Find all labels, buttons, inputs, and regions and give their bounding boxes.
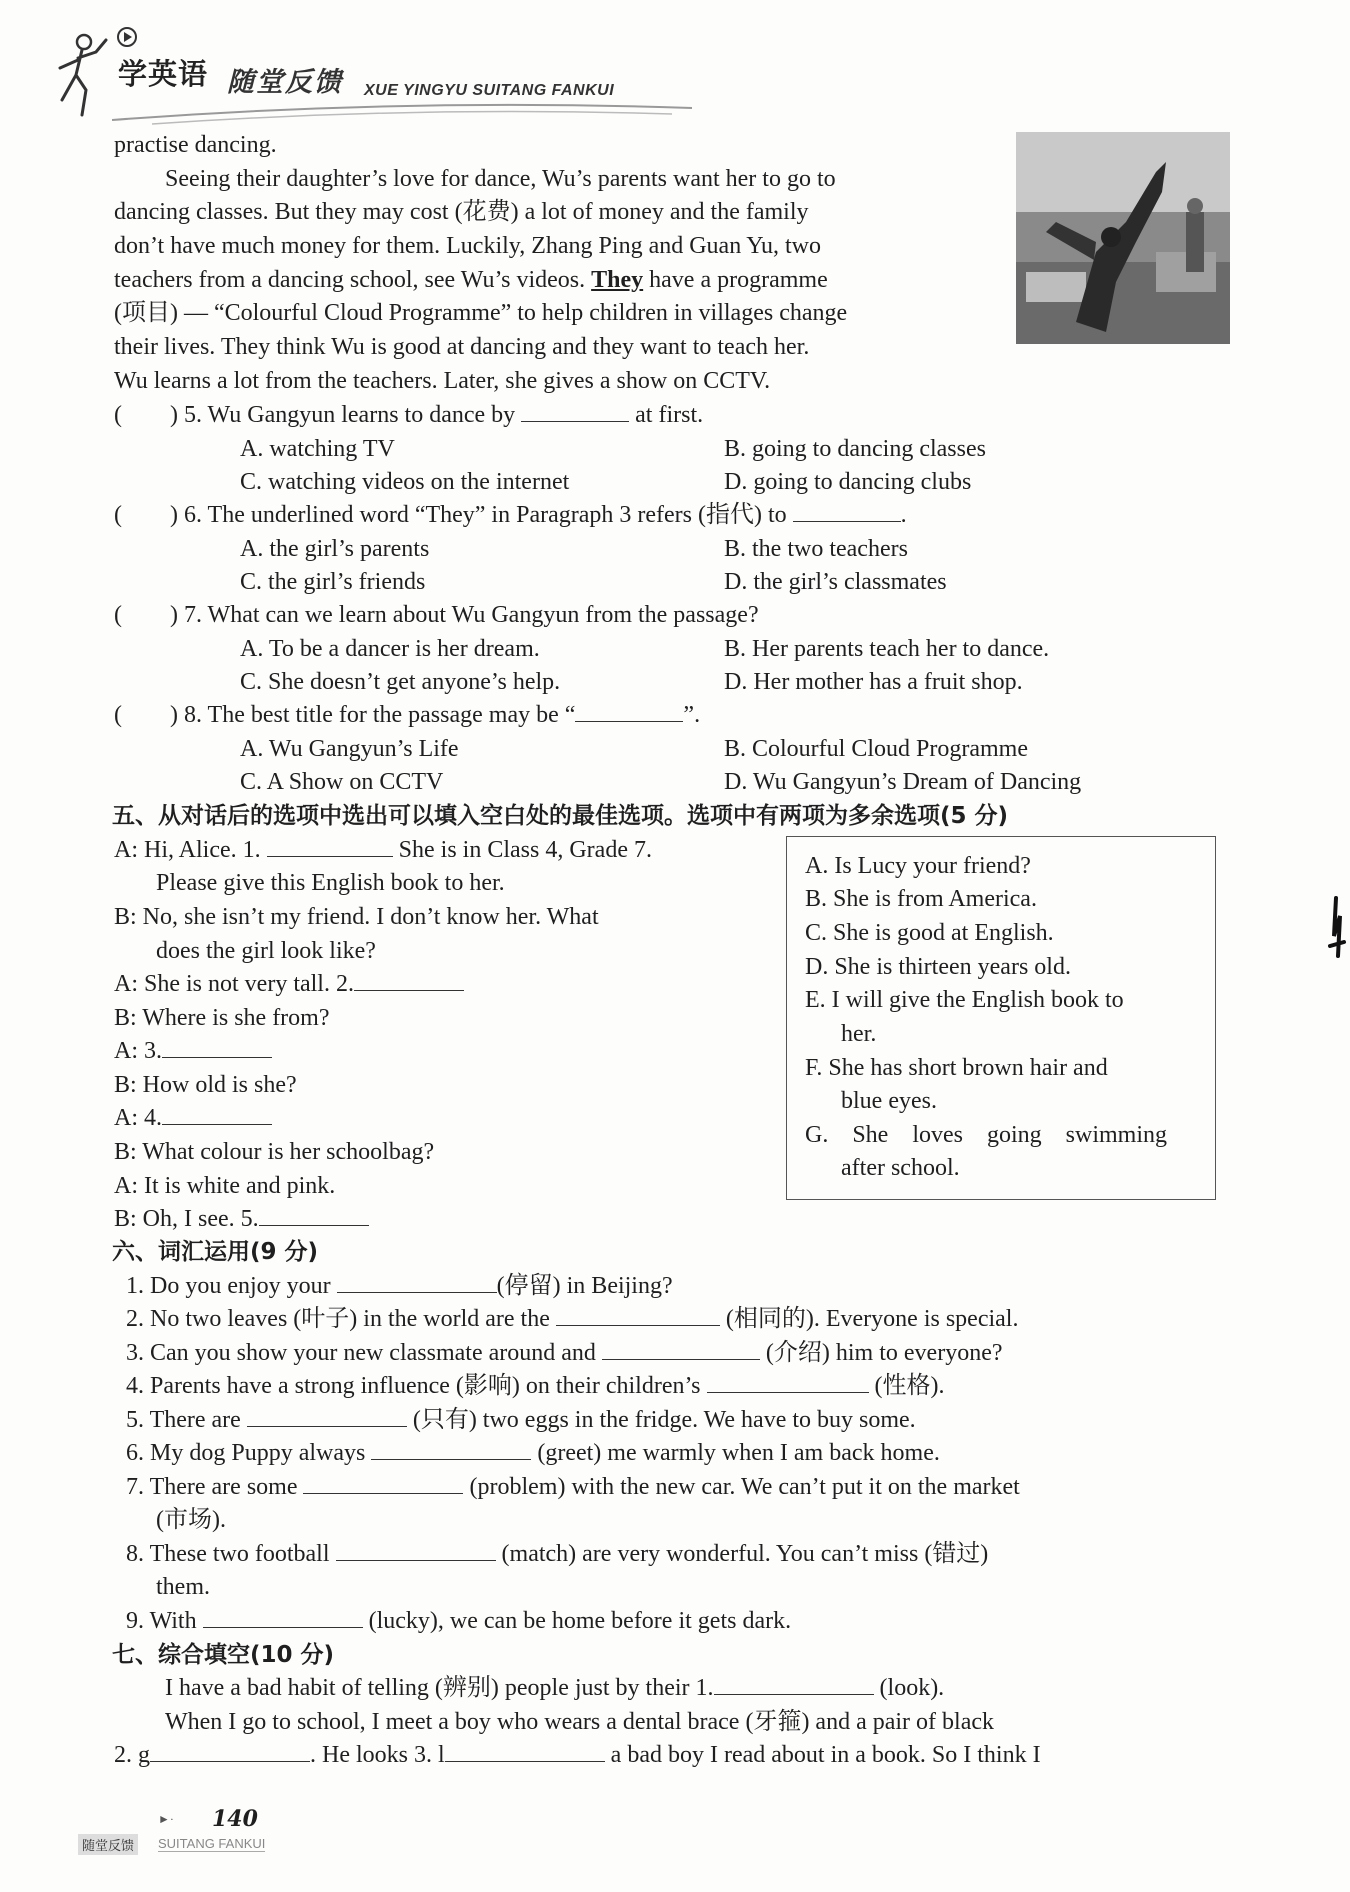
cloze-text: . He looks 3. l xyxy=(310,1742,445,1768)
dialogue-line: A: It is white and pink. xyxy=(114,1173,336,1199)
vocab-item xyxy=(126,1604,791,1638)
stem-text: ( ) 6. The underlined word “They” in Paragraph 3 refers (指代) to xyxy=(114,502,787,528)
option-d: D. going to dancing clubs xyxy=(724,469,972,495)
box-option: B. She is from America. xyxy=(805,886,1037,912)
option-b: B. Her parents teach her to dance. xyxy=(724,636,1050,662)
box-option: D. She is thirteen years old. xyxy=(805,954,1071,980)
option-c: C. She doesn’t get anyone’s help. xyxy=(240,669,561,695)
box-option: blue eyes. xyxy=(841,1088,937,1114)
option-b: B. Colourful Cloud Programme xyxy=(724,736,1028,762)
vocab-item: them. xyxy=(156,1574,210,1600)
answer-blank[interactable] xyxy=(337,1270,497,1293)
cloze-text: a bad boy I read about in a book. So I think I xyxy=(610,1742,1041,1768)
vocab-text: (lucky), we can be home before it gets dark. xyxy=(368,1608,792,1634)
passage-line: Wu learns a lot from the teachers. Later, she gives a show on CCTV. xyxy=(114,368,771,394)
answer-blank[interactable] xyxy=(371,1437,531,1460)
answer-blank[interactable] xyxy=(303,1471,463,1494)
question-stem: ( ) 7. What can we learn about Wu Gangyun from the passage? xyxy=(114,602,759,628)
option-d: D. Wu Gangyun’s Dream of Dancing xyxy=(724,769,1082,795)
dialogue-line xyxy=(114,1101,272,1135)
vocab-text: (相同的). Everyone is special. xyxy=(725,1306,1019,1332)
box-option: G. She loves going swimming xyxy=(805,1122,1168,1148)
vocab-item xyxy=(126,1403,916,1437)
cloze-text: (look). xyxy=(879,1675,945,1701)
answer-blank[interactable] xyxy=(556,1303,720,1326)
passage-text: have a programme xyxy=(649,267,828,293)
box-option: A. Is Lucy your friend? xyxy=(805,853,1031,879)
options-box xyxy=(786,836,1216,1200)
passage-line: Seeing their daughter’s love for dance, Wu’s parents want her to go to xyxy=(165,166,836,192)
answer-blank[interactable] xyxy=(602,1337,760,1360)
vocab-text: 4. Parents have a strong influence (影响) on their children’s xyxy=(126,1373,701,1399)
answer-blank[interactable] xyxy=(259,1203,369,1226)
vocab-text: 8. These two football xyxy=(126,1541,330,1567)
cloze-line xyxy=(114,1738,1041,1772)
dialogue-text: A: 4. xyxy=(114,1105,162,1131)
vocab-text: 3. Can you show your new classmate around and xyxy=(126,1340,596,1366)
stem-text: at first. xyxy=(635,402,704,428)
passage-line: don’t have much money for them. Luckily, Zhang Ping and Guan Yu, two xyxy=(114,233,821,259)
cloze-line xyxy=(165,1671,944,1705)
underlined-word: They xyxy=(591,267,644,293)
dialogue-line: does the girl look like? xyxy=(156,938,376,964)
answer-blank[interactable] xyxy=(162,1102,272,1125)
page-number: 140 xyxy=(212,1806,258,1832)
answer-blank[interactable] xyxy=(445,1739,605,1762)
vocab-item xyxy=(126,1436,940,1470)
stem-text: ”. xyxy=(683,702,701,728)
dancer-photo xyxy=(1016,132,1230,344)
passage-text: teachers from a dancing school, see Wu’s videos. xyxy=(114,267,586,293)
vocab-text: (match) are very wonderful. You can’t miss (错过) xyxy=(501,1541,989,1567)
answer-blank[interactable] xyxy=(247,1404,407,1427)
question-stem xyxy=(114,698,700,732)
margin-scribble xyxy=(1326,896,1348,986)
answer-blank[interactable] xyxy=(336,1538,496,1561)
passage-line: dancing classes. But they may cost (花费) a lot of money and the family xyxy=(114,199,809,225)
box-option: after school. xyxy=(841,1155,960,1181)
dialogue-line: B: What colour is her schoolbag? xyxy=(114,1139,435,1165)
stem-text: . xyxy=(900,502,907,528)
vocab-text: (greet) me warmly when I am back home. xyxy=(537,1440,940,1466)
passage-line: practise dancing. xyxy=(114,132,277,158)
cloze-text: 2. g xyxy=(114,1742,150,1768)
vocab-text: 7. There are some xyxy=(126,1474,298,1500)
option-b: B. the two teachers xyxy=(724,536,908,562)
passage-line xyxy=(114,263,828,297)
answer-blank[interactable] xyxy=(162,1035,272,1058)
answer-blank[interactable] xyxy=(714,1672,874,1695)
vocab-text: (性格). xyxy=(874,1373,945,1399)
footer-tag: 随堂反馈 xyxy=(78,1834,138,1855)
section-title: 六、词汇运用(9 分) xyxy=(112,1239,319,1265)
vocab-item xyxy=(126,1369,944,1403)
box-option: C. She is good at English. xyxy=(805,920,1054,946)
page-header xyxy=(52,22,692,122)
vocab-text: 9. With xyxy=(126,1608,197,1634)
dialogue-text: She is in Class 4, Grade 7. xyxy=(398,837,652,863)
brand-subtitle: 随堂反馈 xyxy=(227,67,343,98)
option-d: D. Her mother has a fruit shop. xyxy=(724,669,1023,695)
box-option: F. She has short brown hair and xyxy=(805,1055,1108,1081)
dialogue-line xyxy=(114,833,652,867)
dialogue-line: B: How old is she? xyxy=(114,1072,297,1098)
cloze-text: I have a bad habit of telling (辨别) people just by their 1. xyxy=(165,1675,714,1701)
play-icon xyxy=(116,26,138,48)
option-c: C. the girl’s friends xyxy=(240,569,426,595)
stem-text: ( ) 8. The best title for the passage may be “ xyxy=(114,702,576,728)
vocab-text: (介绍) him to everyone? xyxy=(765,1340,1003,1366)
dialogue-line xyxy=(114,1034,272,1068)
cloze-line: When I go to school, I meet a boy who wears a dental brace (牙箍) and a pair of black xyxy=(165,1709,995,1735)
vocab-item xyxy=(126,1537,988,1571)
option-a: A. To be a dancer is her dream. xyxy=(240,636,540,662)
dialogue-text: A: She is not very tall. 2. xyxy=(114,971,354,997)
stem-text: ( ) 5. Wu Gangyun learns to dance by xyxy=(114,402,516,428)
option-c: C. A Show on CCTV xyxy=(240,769,444,795)
footer-tag-pinyin: SUITANG FANKUI xyxy=(158,1836,266,1851)
vocab-item xyxy=(126,1269,673,1303)
box-option: her. xyxy=(841,1021,877,1047)
option-b: B. going to dancing classes xyxy=(724,436,986,462)
answer-blank[interactable] xyxy=(150,1739,310,1762)
question-stem xyxy=(114,398,703,432)
brand-pinyin: XUE YINGYU SUITANG FANKUI xyxy=(364,82,615,99)
footer-arrow-icon: ►· xyxy=(158,1812,174,1826)
passage-line: their lives. They think Wu is good at dancing and they want to teach her. xyxy=(114,334,810,360)
section-title: 五、从对话后的选项中选出可以填入空白处的最佳选项。选项中有两项为多余选项(5 分) xyxy=(112,803,1009,829)
dialogue-line: B: No, she isn’t my friend. I don’t know her. What xyxy=(114,904,599,930)
vocab-text: (只有) two eggs in the fridge. We have to buy some. xyxy=(412,1407,916,1433)
dialogue-text: A: Hi, Alice. 1. xyxy=(114,837,261,863)
brand-title: 学英语 xyxy=(118,57,209,91)
option-a: A. watching TV xyxy=(240,436,395,462)
dialogue-text: B: Oh, I see. 5. xyxy=(114,1206,259,1232)
vocab-item: (市场). xyxy=(156,1507,226,1533)
dialogue-text: A: 3. xyxy=(114,1038,162,1064)
dialogue-line xyxy=(114,967,464,1001)
box-option: E. I will give the English book to xyxy=(805,987,1124,1013)
vocab-text: (停留) in Beijing? xyxy=(496,1273,673,1299)
section-title: 七、综合填空(10 分) xyxy=(112,1642,335,1668)
option-c: C. watching videos on the internet xyxy=(240,469,570,495)
vocab-text: 1. Do you enjoy your xyxy=(126,1273,331,1299)
answer-blank[interactable] xyxy=(575,699,683,722)
dialogue-line xyxy=(114,1202,369,1236)
answer-blank[interactable] xyxy=(707,1370,869,1393)
vocab-text: (problem) with the new car. We can’t put it on the market xyxy=(469,1474,1020,1500)
option-a: A. the girl’s parents xyxy=(240,536,430,562)
vocab-text: 6. My dog Puppy always xyxy=(126,1440,366,1466)
vocab-text: 5. There are xyxy=(126,1407,241,1433)
vocab-text: 2. No two leaves (叶子) in the world are the xyxy=(126,1306,550,1332)
answer-blank[interactable] xyxy=(793,499,901,522)
option-d: D. the girl’s classmates xyxy=(724,569,947,595)
vocab-item xyxy=(126,1302,1018,1336)
answer-blank[interactable] xyxy=(267,834,393,857)
answer-blank[interactable] xyxy=(521,399,629,422)
answer-blank[interactable] xyxy=(203,1605,363,1628)
vocab-item xyxy=(126,1336,1003,1370)
vocab-item xyxy=(126,1470,1020,1504)
answer-blank[interactable] xyxy=(354,968,464,991)
question-stem xyxy=(114,498,907,532)
dialogue-line: B: Where is she from? xyxy=(114,1005,330,1031)
passage-line: (项目) — “Colourful Cloud Programme” to help children in villages change xyxy=(114,300,848,326)
dialogue-line: Please give this English book to her. xyxy=(156,870,505,896)
runner-logo-icon xyxy=(52,30,112,120)
option-a: A. Wu Gangyun’s Life xyxy=(240,736,459,762)
